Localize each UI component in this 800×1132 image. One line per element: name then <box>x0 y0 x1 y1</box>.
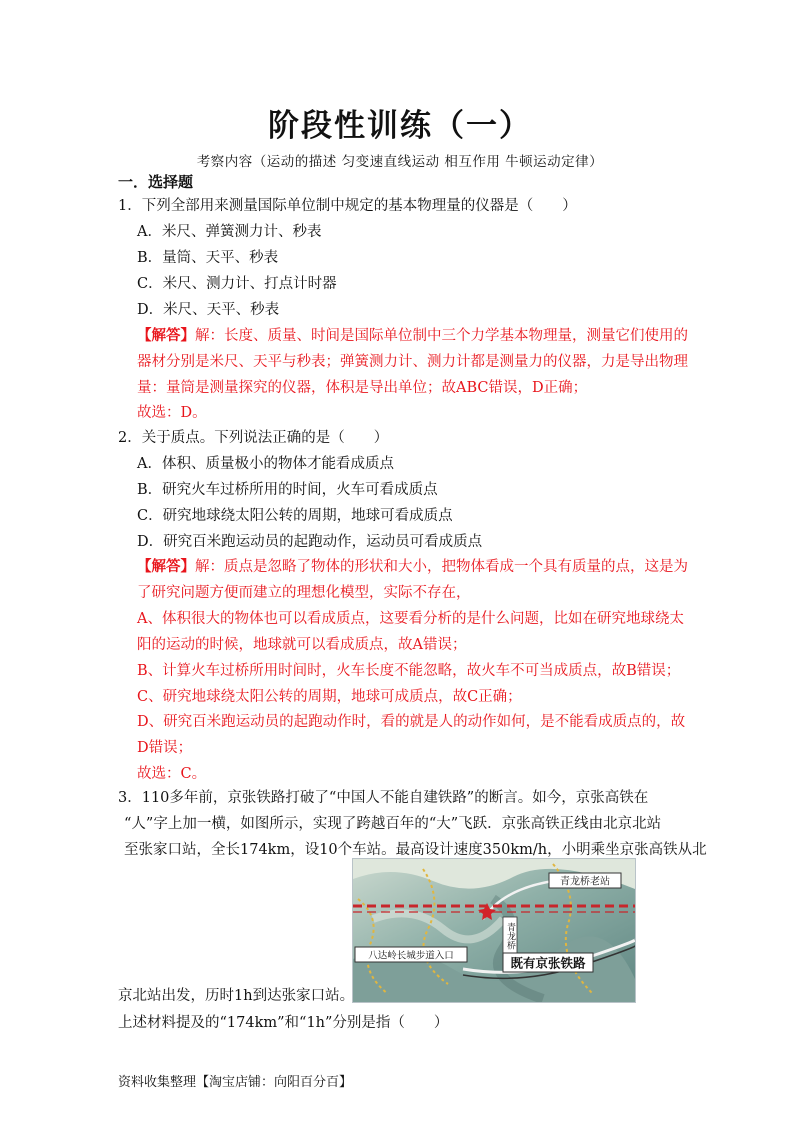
map-label-qinglongqiao: 青龙桥 <box>505 922 515 950</box>
question-1-option-d: D．米尺、天平、秒表 <box>137 302 280 318</box>
question-2-option-c: C．研究地球绕太阳公转的周期，地球可看成质点 <box>137 508 453 524</box>
question-2-answer-line: D错误； <box>137 740 193 756</box>
question-3-stem-line: 京北站出发，历时1h到达张家口站。 <box>118 988 355 1004</box>
question-2-answer-line: 故选：C。 <box>137 766 207 782</box>
railway-map-image <box>352 858 636 1003</box>
question-2-option-b: B．研究火车过桥所用的时间，火车可看成质点 <box>137 482 438 498</box>
question-2-answer-line: C、研究地球绕太阳公转的周期，地球可成质点，故C正确； <box>137 689 522 705</box>
map-label-qinglongqiao-old-station: 青龙桥老站 <box>560 876 610 888</box>
question-2-answer-line: 了研究问题方便而建立的理想化模型，实际不存在， <box>137 585 471 601</box>
question-1-answer-line: 故选：D。 <box>137 405 207 421</box>
question-2-option-d: D．研究百米跑运动员的起跑动作，运动员可看成质点 <box>137 534 483 550</box>
question-1-option-c: C．米尺、测力计、打点计时器 <box>137 276 337 292</box>
question-2-answer-line: B、计算火车过桥所用时间时，火车长度不能忽略，故火车不可当成质点，故B错误； <box>137 663 681 679</box>
question-3-stem-line: “人”字上加一横，如图所示，实现了跨越百年的“大”飞跃．京张高铁正线由北京北站 <box>124 816 662 832</box>
question-2-stem: 2．关于质点。下列说法正确的是（ ） <box>118 430 389 446</box>
page-subtitle: 考察内容（运动的描述 匀变速直线运动 相互作用 牛顿运动定律） <box>196 154 604 170</box>
answer-tag: 【解答】 <box>137 327 195 344</box>
question-1-option-a: A．米尺、弹簧测力计、秒表 <box>137 224 322 240</box>
question-3-stem-line: 至张家口站，全长174km，设10个车站。最高设计速度350km/h，小明乘坐京张高铁从北 <box>124 842 707 858</box>
map-label-existing-railway: 既有京张铁路 <box>510 955 586 971</box>
answer-text: 解：质点是忽略了物体的形状和大小，把物体看成一个具有质量的点，这是为 <box>195 559 688 575</box>
answer-text: 解：长度、质量、时间是国际单位制中三个力学基本物理量，测量它们使用的 <box>195 328 688 344</box>
question-3-stem-line: 3．110多年前，京张铁路打破了“中国人不能自建铁路”的断言。如今，京张高铁在 <box>118 790 649 806</box>
page-title: 阶段性训练（一） <box>268 108 532 144</box>
question-1-answer-line <box>137 326 688 346</box>
answer-tag: 【解答】 <box>137 558 195 575</box>
question-1-option-b: B．量筒、天平、秒表 <box>137 250 279 266</box>
question-1-answer-line: 量：量筒是测量探究的仪器，体积是导出单位；故ABC错误，D正确； <box>137 380 588 396</box>
question-1-answer-line: 器材分别是米尺、天平与秒表；弹簧测力计、测力计都是测量力的仪器，力是导出物理 <box>137 354 688 370</box>
section-heading: 一．选择题 <box>118 173 194 191</box>
question-3-stem-line: 上述材料提及的“174km”和“1h”分别是指（ ） <box>118 1015 449 1031</box>
map-label-badaling-entrance: 八达岭长城步道入口 <box>368 950 454 962</box>
question-2-answer-line: 阳的运动的时候，地球就可以看成质点，故A错误； <box>137 637 467 653</box>
question-2-answer-line: D、研究百米跑运动员的起跑动作时，看的就是人的动作如何，是不能看成质点的，故 <box>137 714 686 730</box>
question-2-answer-line: A、体积很大的物体也可以看成质点，这要看分析的是什么问题，比如在研究地球绕太 <box>137 611 684 627</box>
question-2-option-a: A．体积、质量极小的物体才能看成质点 <box>137 456 394 472</box>
question-2-answer-line <box>137 557 688 577</box>
page-footer: 资料收集整理【淘宝店铺：向阳百分百】 <box>118 1075 353 1090</box>
question-1-stem: 1．下列全部用来测量国际单位制中规定的基本物理量的仪器是（ ） <box>118 198 577 214</box>
